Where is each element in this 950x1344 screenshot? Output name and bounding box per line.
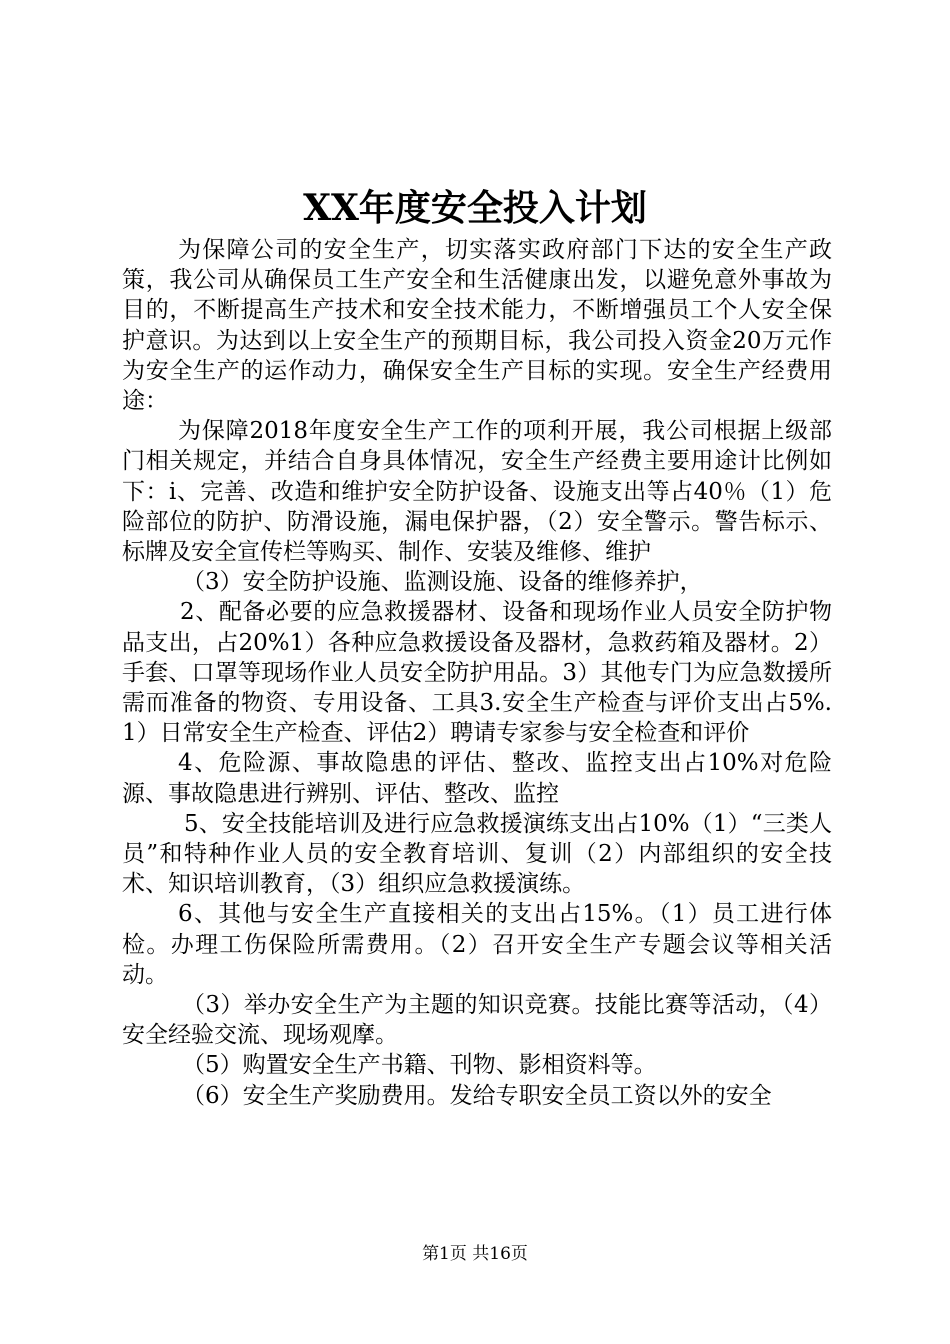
- paragraph-section-6: 6、其他与安全生产直接相关的支出占15%。（1）员工进行体检。办理工伤保险所需费用。（2）召开安全生产专题会议等相关活动。: [122, 901, 832, 988]
- paragraph-item-3: （3）安全防护设施、监测设施、设备的维修养护，: [182, 569, 703, 596]
- paragraph-section-5: 5、安全技能培训及进行应急救援演练支出占10%（1）“三类人员”和特种作业人员的安全教育培训、复训（2）内部组织的安全技术、知识培训教育，（3）组织应急救援演练。: [122, 810, 832, 898]
- paragraph-item-6: （6）安全生产奖励费用。发给专职安全员工资以外的安全: [182, 1082, 772, 1109]
- paragraph-intro: 为保障公司的安全生产，切实落实政府部门下达的安全生产政策，我公司从确保员工生产安全和生活健康出发，以避免意外事故为目的，不断提高生产技术和安全技术能力，不断增强员工个人安全保护意识。为达到以上安全生产的预期目标，我公司投入资金20万元作为安全生产的运作动力，确保安全生产目标的实现。安全生产经费用途：: [122, 237, 832, 415]
- paragraph-item-5: （5）购置安全生产书籍、刊物、影相资料等。: [182, 1052, 657, 1079]
- paragraph-section-4: 4、危险源、事故隐患的评估、整改、监控支出占10%对危险源、事故隐患进行辨别、评估、整改、监控: [122, 750, 832, 807]
- document-title: XX年度安全投入计划: [303, 187, 647, 229]
- paragraph-item-3-4: （3）举办安全生产为主题的知识竞赛。技能比赛等活动，（4）安全经验交流、现场观摩。: [122, 992, 832, 1049]
- paragraph-budget-allocation: 为保障2018年度安全生产工作的项利开展，我公司根据上级部门相关规定，并结合自身具体情况，安全生产经费主要用途计比例如下：i、完善、改造和维护安全防护设备、设施支出等占40％（1）危险部位的防护、防滑设施，漏电保护器，（2）安全警示。警告标示、标牌及安全宣传栏等购买、制作、安装及维修、维护: [122, 418, 832, 566]
- page-footer: 第1页 共16页: [422, 1244, 528, 1264]
- document-body: [122, 235, 832, 1111]
- paragraph-section-2: 2、配备必要的应急救援器材、设备和现场作业人员安全防护物品支出，占20%1）各种应急救援设备及器材，急救药箱及器材。2）手套、口罩等现场作业人员安全防护用品。3）其他专门为应急数援所需而准备的物资、专用设备、工具3.安全生产检查与评价支出占5%.1）日常安全生产检查、评估2）聘请专家参与安全检查和评价: [122, 599, 832, 747]
